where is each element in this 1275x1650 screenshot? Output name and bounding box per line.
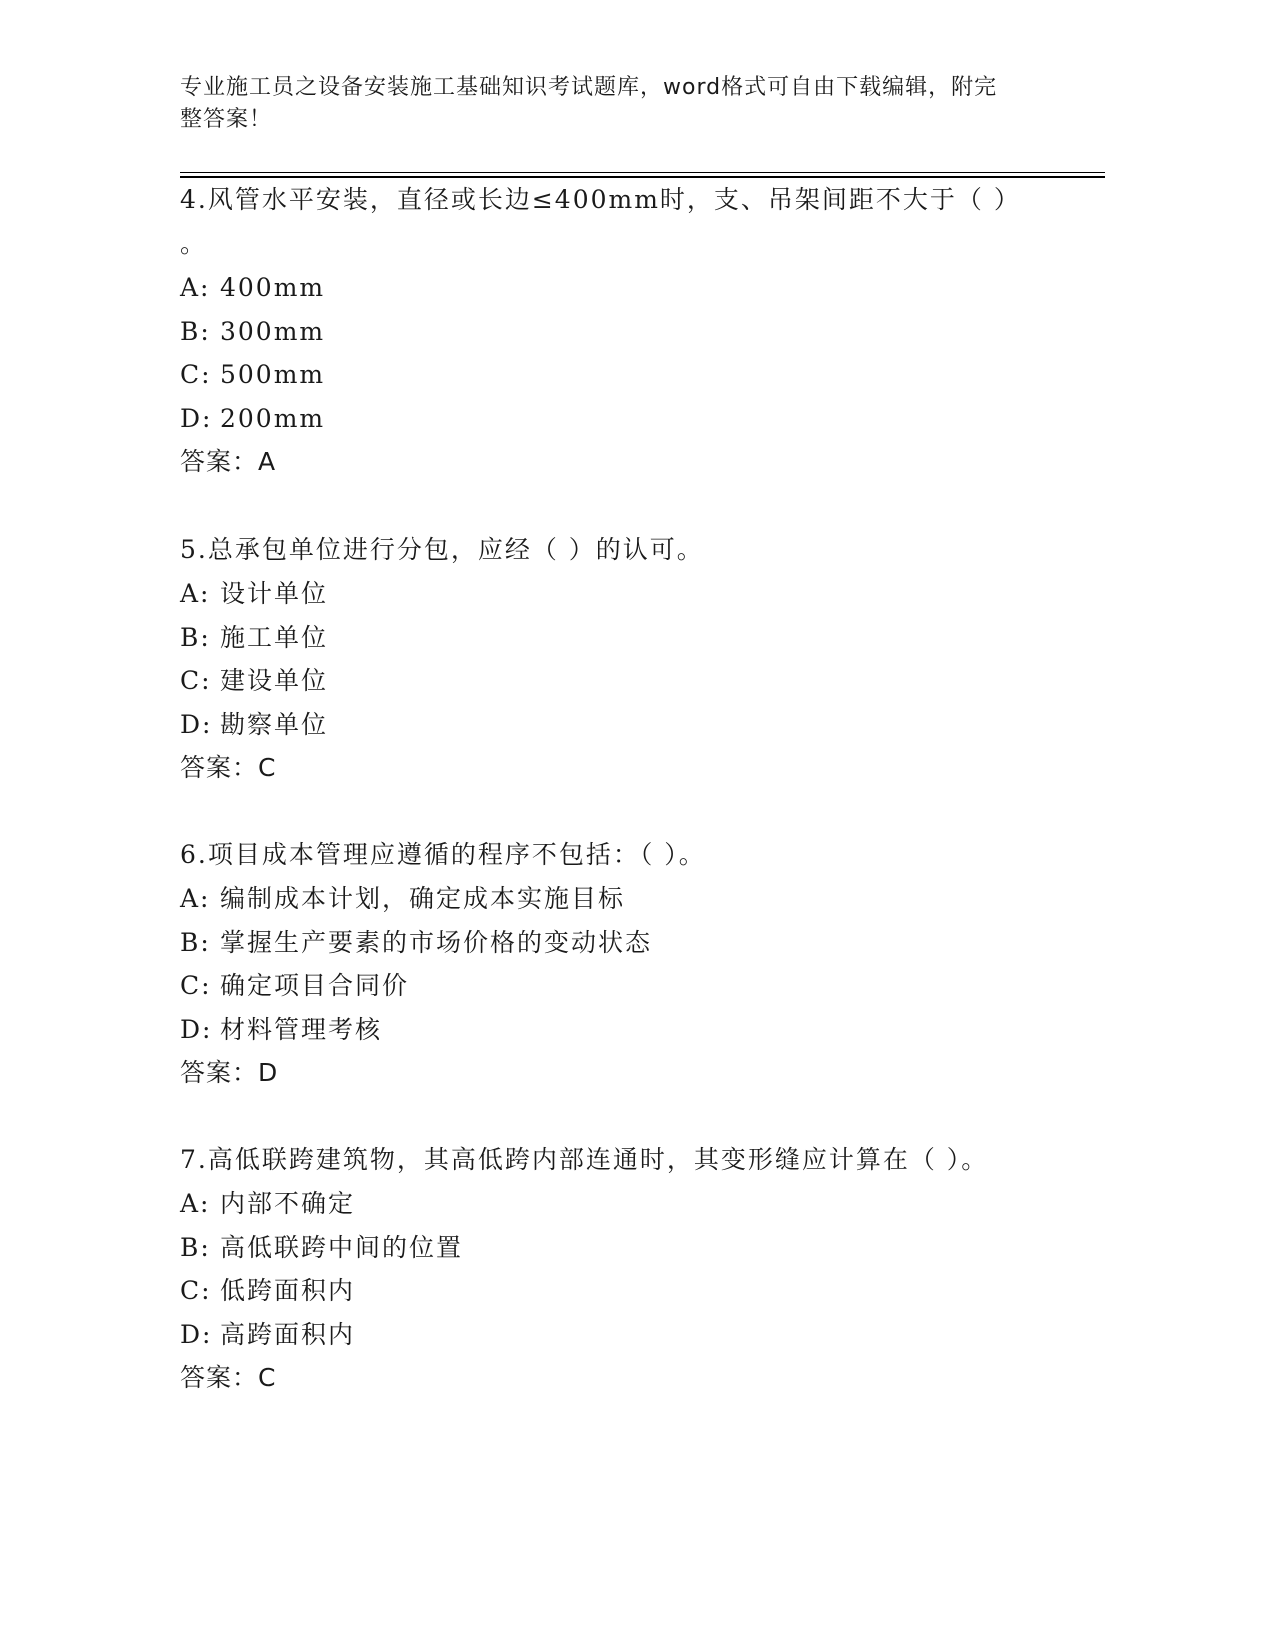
option-letter: D: [180, 709, 213, 739]
option-d [180, 397, 1080, 441]
option-b [180, 616, 1080, 660]
option-text: 施工单位 [220, 622, 329, 652]
question-block [180, 178, 1080, 484]
option-letter: C: [180, 971, 212, 1000]
option-text: 材料管理考核 [220, 1014, 383, 1044]
option-text: 高跨面积内 [220, 1319, 356, 1349]
option-b [180, 921, 1080, 965]
option-letter: A: [180, 579, 211, 608]
option-d [180, 1008, 1080, 1052]
question-stem: 4.风管水平安装，直径或长边≤400mm时，支、吊架间距不大于（ ） [180, 185, 1021, 214]
option-text: 建设单位 [220, 666, 329, 695]
option-letter: B: [180, 1232, 211, 1262]
document-header [180, 72, 1040, 136]
option-letter: B: [180, 316, 211, 346]
option-a [180, 572, 1080, 616]
option-text: 300mm [220, 316, 326, 346]
option-letter: C: [180, 666, 212, 695]
option-text: 内部不确定 [220, 1189, 356, 1218]
option-a [180, 266, 1080, 310]
question-stem-continuation: 。 [180, 229, 208, 258]
option-b [180, 310, 1080, 354]
question-block [180, 833, 1080, 1095]
option-letter: B: [180, 927, 211, 957]
option-c [180, 659, 1080, 703]
question-block [180, 1138, 1080, 1400]
option-text: 高低联跨中间的位置 [220, 1232, 464, 1262]
answer-line: 答案：C [180, 1363, 277, 1392]
option-text: 勘察单位 [220, 709, 329, 739]
option-letter: C: [180, 1276, 212, 1305]
header-line-1: 专业施工员之设备安装施工基础知识考试题库，word格式可自由下载编辑，附完 [180, 75, 998, 100]
option-letter: D: [180, 1319, 213, 1349]
question-block [180, 528, 1080, 790]
question-stem: 5.总承包单位进行分包，应经（ ）的认可。 [180, 535, 704, 564]
option-d [180, 703, 1080, 747]
header-line-2: 整答案！ [180, 107, 273, 132]
answer-line: 答案：D [180, 1058, 279, 1087]
option-letter: B: [180, 622, 211, 652]
answer-line: 答案：C [180, 753, 277, 782]
header-divider-thin [180, 172, 1105, 173]
option-text: 200mm [220, 403, 326, 433]
option-b [180, 1226, 1080, 1270]
option-letter: C: [180, 360, 212, 389]
option-text: 500mm [220, 360, 326, 389]
option-letter: A: [180, 884, 211, 913]
option-d [180, 1313, 1080, 1357]
option-text: 低跨面积内 [220, 1276, 356, 1305]
option-letter: A: [180, 1189, 211, 1218]
option-text: 掌握生产要素的市场价格的变动状态 [220, 927, 653, 957]
answer-line: 答案：A [180, 447, 277, 476]
option-a [180, 1182, 1080, 1226]
option-letter: D: [180, 1014, 213, 1044]
option-letter: D: [180, 403, 213, 433]
question-stem: 6.项目成本管理应遵循的程序不包括：（ ）。 [180, 840, 706, 869]
option-text: 编制成本计划，确定成本实施目标 [220, 884, 626, 913]
option-text: 400mm [220, 273, 326, 302]
option-text: 确定项目合同价 [220, 971, 410, 1000]
option-a [180, 877, 1080, 921]
option-c [180, 353, 1080, 397]
question-stem: 7.高低联跨建筑物，其高低跨内部连通时，其变形缝应计算在（ ）。 [180, 1145, 989, 1174]
option-c [180, 964, 1080, 1008]
option-text: 设计单位 [220, 579, 329, 608]
option-c [180, 1269, 1080, 1313]
option-letter: A: [180, 273, 211, 302]
